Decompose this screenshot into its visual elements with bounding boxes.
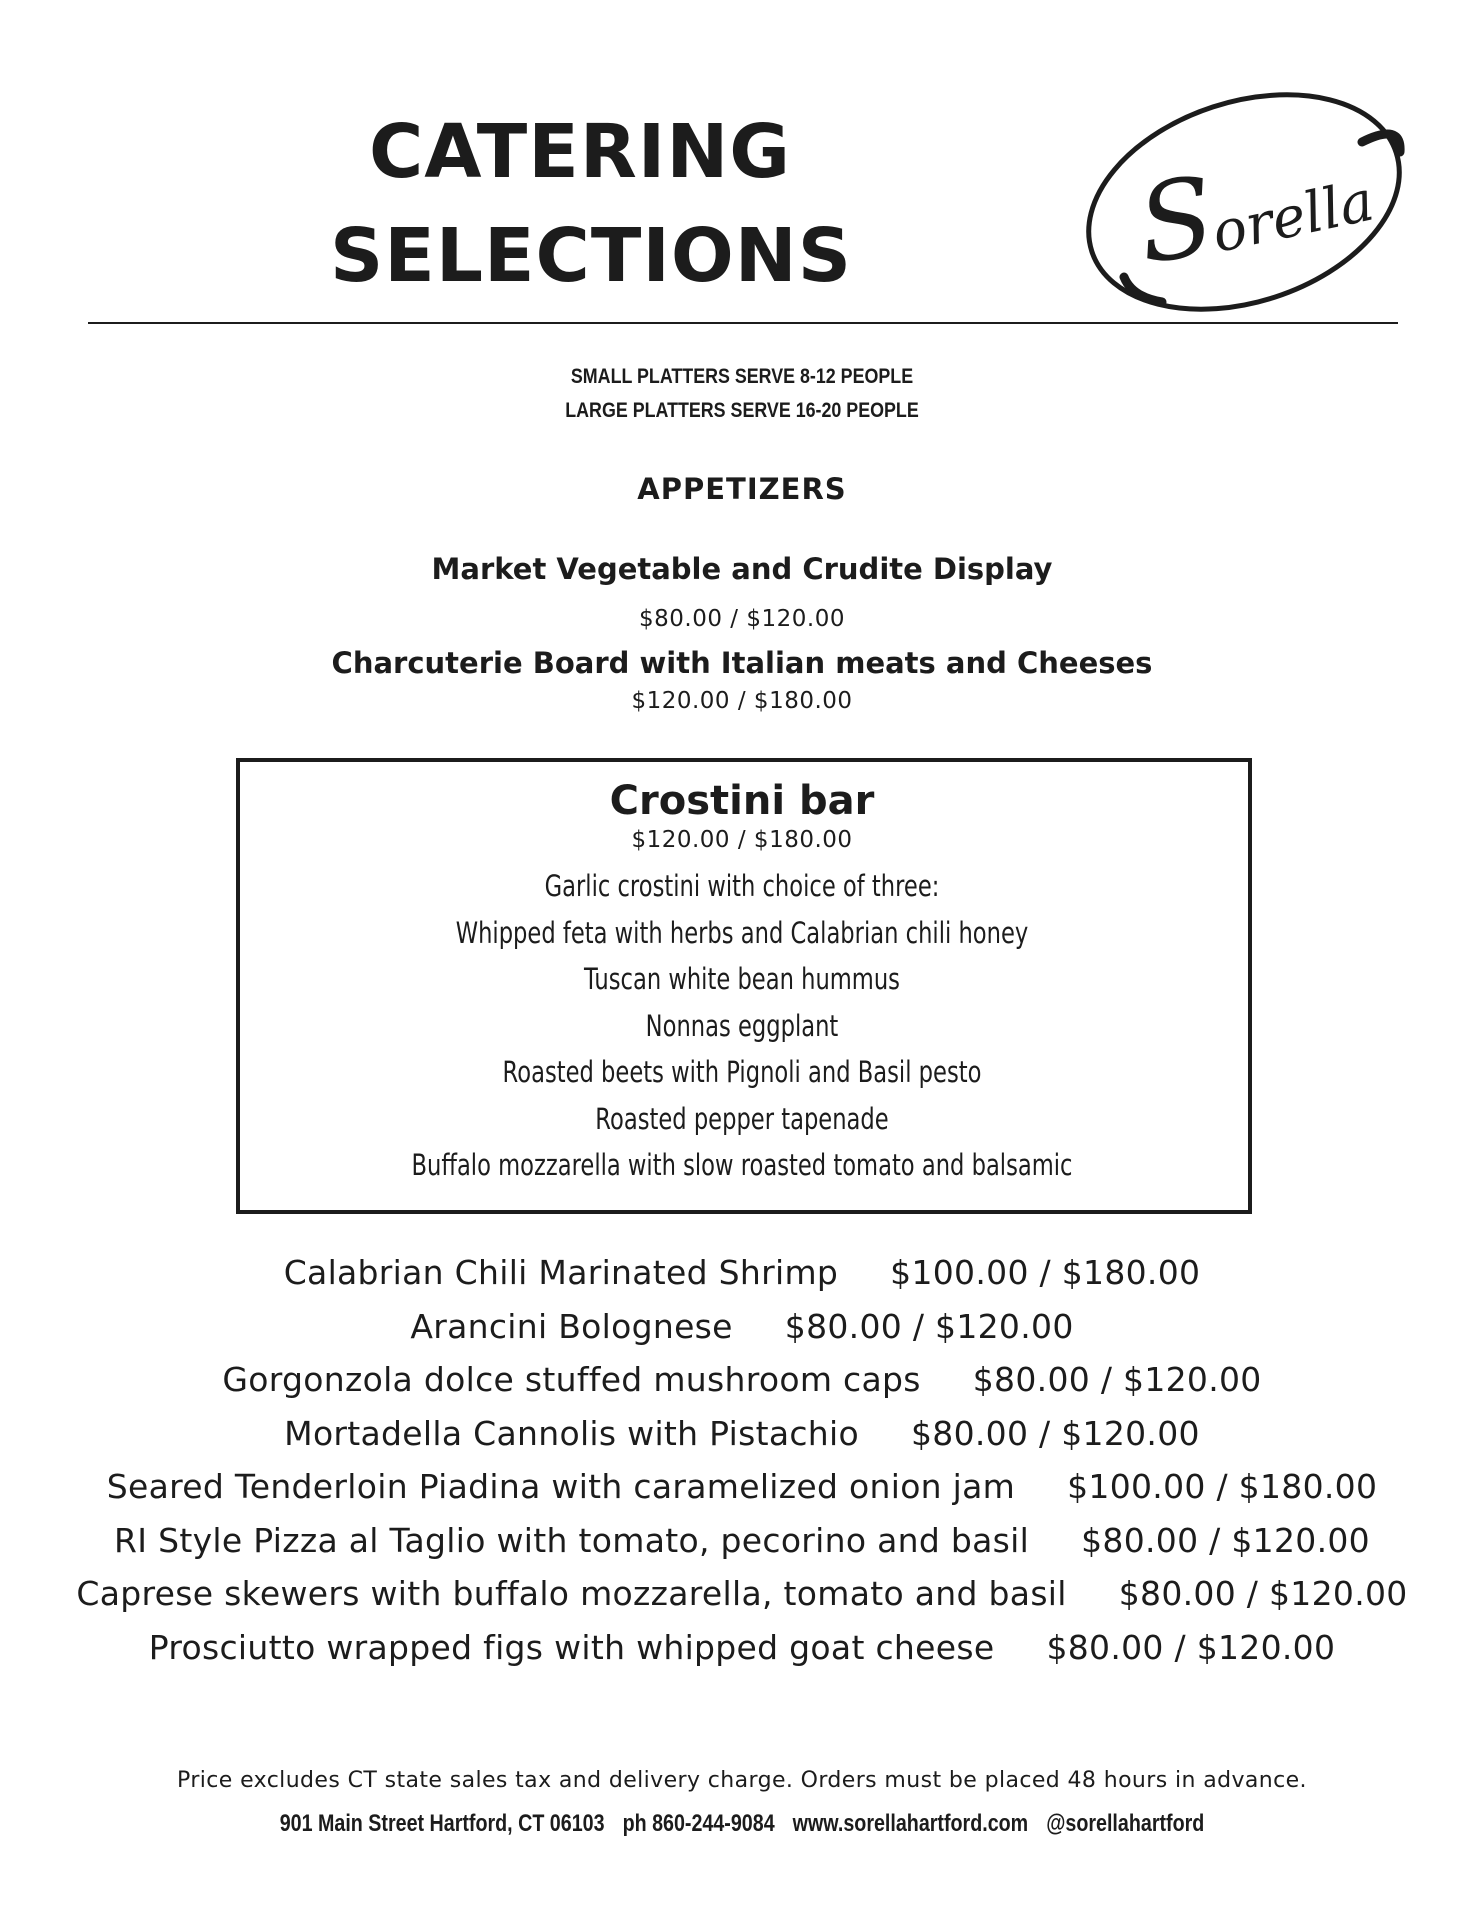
appetizer-list	[0, 1246, 1484, 1674]
featured-item-name: Charcuterie Board with Italian meats and Cheeses	[331, 646, 1153, 680]
item-name: RI Style Pizza al Taglio with tomato, pecorino and basil	[114, 1520, 1030, 1560]
footer-note: Price excludes CT state sales tax and delivery charge. Orders must be placed 48 hours in advance.	[177, 1768, 1307, 1793]
crostini-option: Roasted pepper tapenade	[595, 1101, 889, 1136]
serving-info	[0, 360, 1484, 428]
item-name: Mortadella Cannolis with Pistachio	[284, 1413, 859, 1453]
item-name: Seared Tenderloin Piadina with caramelized onion jam	[106, 1467, 1016, 1506]
crostini-option: Tuscan white bean hummus	[584, 962, 900, 996]
list-item	[0, 1621, 1484, 1675]
list-item	[0, 1460, 1484, 1514]
item-name: Prosciutto wrapped figs with whipped goat cheese	[148, 1627, 995, 1667]
footer-website[interactable]: www.sorellahartford.com	[792, 1810, 1029, 1837]
item-price: $80.00 / $120.00	[972, 1360, 1262, 1399]
list-item	[0, 1246, 1484, 1300]
item-price: $100.00 / $180.00	[1067, 1467, 1378, 1506]
list-item	[0, 1567, 1484, 1621]
item-price: $80.00 / $120.00	[1118, 1574, 1408, 1613]
item-price: $80.00 / $120.00	[910, 1413, 1200, 1453]
item-price: $80.00 / $120.00	[1046, 1627, 1336, 1667]
title-line-1: CATERING	[368, 109, 792, 195]
sorella-logo	[1072, 82, 1412, 318]
large-platter-note: LARGE PLATTERS SERVE 16-20 PEOPLE	[565, 399, 919, 422]
crostini-option: Whipped feta with herbs and Calabrian chili honey	[455, 915, 1029, 950]
item-price: $80.00 / $120.00	[784, 1306, 1074, 1346]
crostini-option: Nonnas eggplant	[645, 1008, 839, 1043]
crostini-price: $120.00 / $180.00	[631, 827, 853, 853]
item-price: $100.00 / $180.00	[890, 1253, 1201, 1292]
item-name: Gorgonzola dolce stuffed mushroom caps	[222, 1360, 921, 1399]
list-item	[0, 1353, 1484, 1407]
featured-item-price: $120.00 / $180.00	[631, 688, 853, 714]
crostini-option: Buffalo mozzarella with slow roasted tomato and balsamic	[411, 1148, 1073, 1182]
item-price: $80.00 / $120.00	[1081, 1520, 1370, 1560]
crostini-option: Roasted beets with Pignoli and Basil pesto	[502, 1055, 982, 1089]
list-item	[0, 1514, 1484, 1568]
section-title: APPETIZERS	[637, 472, 847, 506]
footer-address: 901 Main Street Hartford, CT 06103	[279, 1810, 605, 1837]
item-name: Calabrian Chili Marinated Shrimp	[283, 1253, 839, 1292]
small-platter-note: SMALL PLATTERS SERVE 8-12 PEOPLE	[570, 365, 914, 388]
list-item	[0, 1300, 1484, 1354]
list-item	[0, 1407, 1484, 1461]
page-title	[330, 100, 853, 308]
title-line-2: SELECTIONS	[330, 213, 853, 299]
crostini-options-list	[0, 863, 1484, 1189]
featured-item-name: Market Vegetable and Crudite Display	[431, 552, 1053, 586]
footer-phone[interactable]: ph 860-244-9084	[622, 1810, 775, 1837]
crostini-intro: Garlic crostini with choice of three:	[544, 869, 940, 903]
footer-social[interactable]: @sorellahartford	[1046, 1810, 1205, 1837]
featured-item-price: $80.00 / $120.00	[639, 606, 845, 632]
item-name: Caprese skewers with buffalo mozzarella, tomato and basil	[76, 1574, 1067, 1613]
footer-contact	[0, 1810, 1484, 1838]
item-name: Arancini Bolognese	[410, 1306, 733, 1346]
crostini-title: Crostini bar	[609, 778, 875, 824]
header-divider	[88, 322, 1398, 324]
svg-text:S: S	[1131, 154, 1222, 289]
svg-text:orella: orella	[1206, 168, 1380, 266]
